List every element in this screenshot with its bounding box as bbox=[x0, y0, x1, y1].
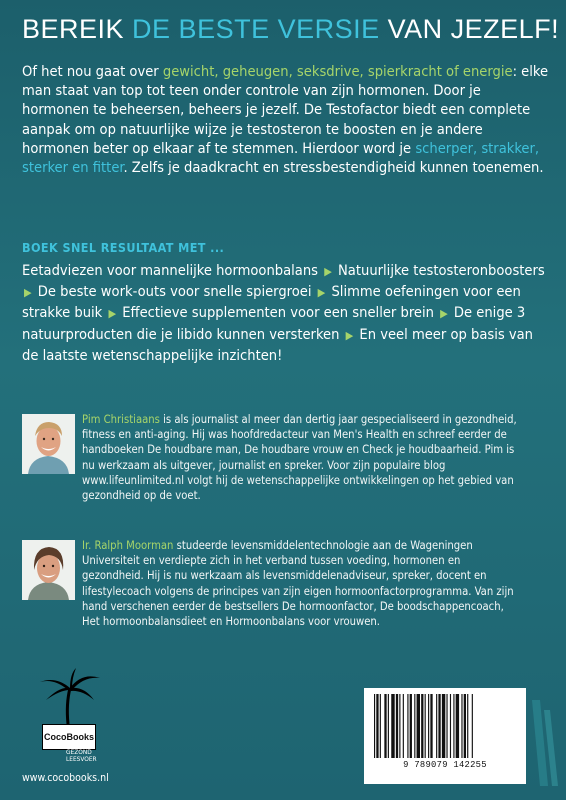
author-bio-text: studeerde levensmiddelentechnologie aan de Wageningen Universiteit en verdiepte zich in het verband tussen voeding, hormonen en gezondheid. Hij is nu werkzaam als levensmiddelenadviseur, spreker, docent en lifestylecoach volgens de principes van zijn eigen hormoonfactorprogramma. Van zijn hand verschenen eerder de bestsellers De hormoonfactor, De boodschappencoach, Het hormoonbalansdieet en Hormoonbalans voor vrouwen. bbox=[82, 539, 514, 629]
benefit-item: Eetadviezen voor mannelijke hormoonbalans bbox=[22, 262, 319, 279]
tagline-line-2: LEESVOER bbox=[66, 755, 97, 763]
benefit-item: De beste work-outs voor snelle spiergroei bbox=[37, 283, 312, 301]
author-bio-text: is als journalist al meer dan dertig jaar gespecialiseerd in gezondheid, fitness en anti-aging. Hij was hoofdredacteur van Men's Health en schreef eerder de handboeken De houdbare man, De houdbare vrouw en Check je houdbaarheid. Pim is nu werkzaam als uitgever, journalist en spreker. Voor zijn populaire blog www.lifeunlimited.nl volgt hij de wetenschappelijke ontwikkelingen op het gebied van gezondheid op de voet. bbox=[82, 413, 517, 503]
barcode bbox=[364, 688, 526, 784]
benefit-item: Slimme oefeningen voor een strakke buik bbox=[22, 283, 521, 322]
intro-text-2: : elke man staat van top tot teen onder controle van zijn hormonen. Door je hormonen te beheersen, beheers je jezelf. De Testofactor biedt een complete aanpak om op natuurlijke wijze je testosteron te boosten en je andere hormonen beter op elkaar af te stemmen. Hierdoor word je bbox=[22, 63, 549, 157]
benefits-list bbox=[22, 261, 552, 366]
headline-part-1: BEREIK bbox=[22, 14, 133, 44]
arrow-icon: ▶ bbox=[345, 328, 354, 342]
arrow-icon: ▶ bbox=[324, 265, 332, 278]
benefit-item: En veel meer op basis van de laatste wetenschappelijke inzichten! bbox=[22, 325, 534, 364]
author-bio-ralph bbox=[82, 538, 522, 629]
intro-text-1: Of het nou gaat over bbox=[22, 63, 163, 80]
palm-tree-icon bbox=[30, 666, 110, 726]
decorative-stripes bbox=[530, 700, 558, 786]
arrow-icon: ▶ bbox=[440, 307, 448, 321]
intro-text-3: . Zelfs je daadkracht en stressbestendigheid kunnen toenemen. bbox=[123, 159, 544, 177]
publisher-tagline bbox=[66, 749, 106, 763]
benefit-item: Natuurlijke testosteronboosters bbox=[337, 262, 545, 279]
publisher-logo bbox=[30, 666, 110, 766]
headline-highlight: DE BESTE VERSIE bbox=[132, 14, 380, 44]
intro-paragraph bbox=[22, 62, 550, 177]
headline bbox=[22, 14, 560, 45]
author-name: Ir. Ralph Moorman bbox=[82, 539, 174, 552]
arrow-icon: ▶ bbox=[24, 286, 32, 300]
arrow-icon: ▶ bbox=[108, 307, 117, 321]
intro-highlight-2: scherper, strakker, sterker en fitter bbox=[22, 139, 540, 177]
author-photo-ralph bbox=[22, 540, 75, 600]
publisher-website[interactable]: www.cocobooks.nl bbox=[22, 772, 109, 784]
publisher-logo-text: CocoBooks bbox=[42, 724, 96, 750]
barcode-bars bbox=[372, 694, 518, 758]
author-photo-pim bbox=[22, 414, 75, 474]
section-title: BOEK SNEL RESULTAAT MET ... bbox=[22, 240, 225, 255]
arrow-icon: ▶ bbox=[317, 286, 326, 300]
benefit-item: De enige 3 natuurproducten die je libido kunnen versterken bbox=[22, 304, 526, 343]
headline-part-3: VAN JEZELF! bbox=[379, 14, 560, 44]
intro-highlight-1: gewicht, geheugen, seksdrive, spierkracht of energie bbox=[162, 63, 513, 80]
author-bio-pim bbox=[82, 412, 522, 503]
author-name: Pim Christiaans bbox=[82, 413, 160, 426]
benefit-item: Effectieve supplementen voor een sneller brein bbox=[122, 304, 434, 322]
isbn-number: 9 789079 142255 bbox=[403, 760, 487, 770]
tagline-line-1: GEZOND bbox=[66, 748, 92, 756]
